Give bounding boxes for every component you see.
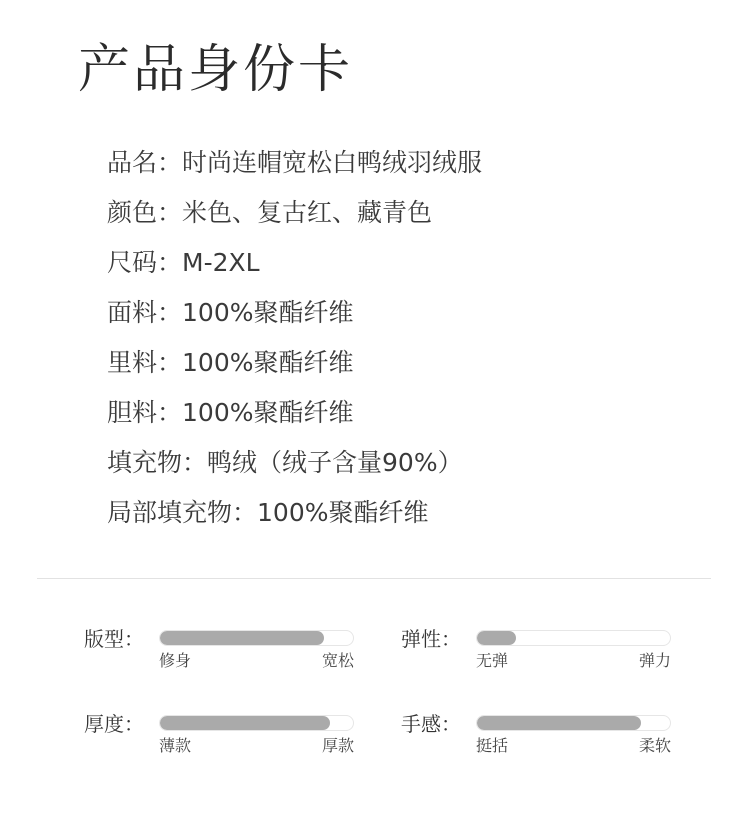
attribute-scale-fill <box>160 631 324 645</box>
spec-row-partial-filling <box>107 490 482 540</box>
attribute-scale-fill <box>160 716 330 730</box>
spec-label: 品名： <box>107 148 183 177</box>
attribute-min-label: 修身 <box>159 651 192 670</box>
spec-label: 面料： <box>107 298 183 327</box>
spec-label: 胆料： <box>107 398 183 427</box>
spec-value: 鸭绒（绒子含量90%） <box>207 448 463 477</box>
attribute-thickness <box>84 711 354 781</box>
attribute-hand-feel <box>401 711 671 781</box>
attribute-scale-track <box>476 630 671 646</box>
spec-value: 100%聚酯纤维 <box>182 298 354 327</box>
spec-row-size <box>107 240 482 290</box>
spec-row-inner-material <box>107 390 482 440</box>
attribute-label: 弹性： <box>401 627 461 651</box>
spec-row-product-name <box>107 140 482 190</box>
attribute-min-label: 无弹 <box>476 651 509 670</box>
attribute-max-label: 宽松 <box>321 651 354 670</box>
attribute-min-label: 薄款 <box>159 736 192 755</box>
spec-list <box>107 140 482 540</box>
page-title: 产品身份卡 <box>78 40 354 100</box>
attribute-max-label: 弹力 <box>638 651 671 670</box>
spec-row-filling <box>107 440 482 490</box>
spec-value: 时尚连帽宽松白鸭绒羽绒服 <box>182 148 483 177</box>
spec-row-lining <box>107 340 482 390</box>
spec-label: 填充物： <box>107 448 208 477</box>
spec-label: 颜色： <box>107 198 183 227</box>
spec-value: 米色、复古红、藏青色 <box>182 198 433 227</box>
attribute-max-label: 厚款 <box>321 736 354 755</box>
spec-row-color <box>107 190 482 240</box>
attribute-fit <box>84 626 354 696</box>
attribute-scale-fill <box>477 716 641 730</box>
spec-label: 局部填充物： <box>107 498 258 527</box>
attribute-label: 手感： <box>401 712 461 736</box>
attribute-min-label: 挺括 <box>476 736 509 755</box>
attribute-elasticity <box>401 626 671 696</box>
spec-label: 里料： <box>107 348 183 377</box>
attribute-label: 厚度： <box>84 712 144 736</box>
attribute-scale-fill <box>477 631 516 645</box>
section-divider <box>37 578 711 579</box>
attribute-max-label: 柔软 <box>638 736 671 755</box>
attribute-scale-track <box>159 630 354 646</box>
spec-value: M-2XL <box>182 248 260 277</box>
spec-value: 100%聚酯纤维 <box>257 498 429 527</box>
attribute-label: 版型： <box>84 627 144 651</box>
attribute-scale-track <box>476 715 671 731</box>
spec-value: 100%聚酯纤维 <box>182 348 354 377</box>
spec-row-outer-fabric <box>107 290 482 340</box>
attribute-scale-track <box>159 715 354 731</box>
spec-label: 尺码： <box>107 248 183 277</box>
spec-value: 100%聚酯纤维 <box>182 398 354 427</box>
